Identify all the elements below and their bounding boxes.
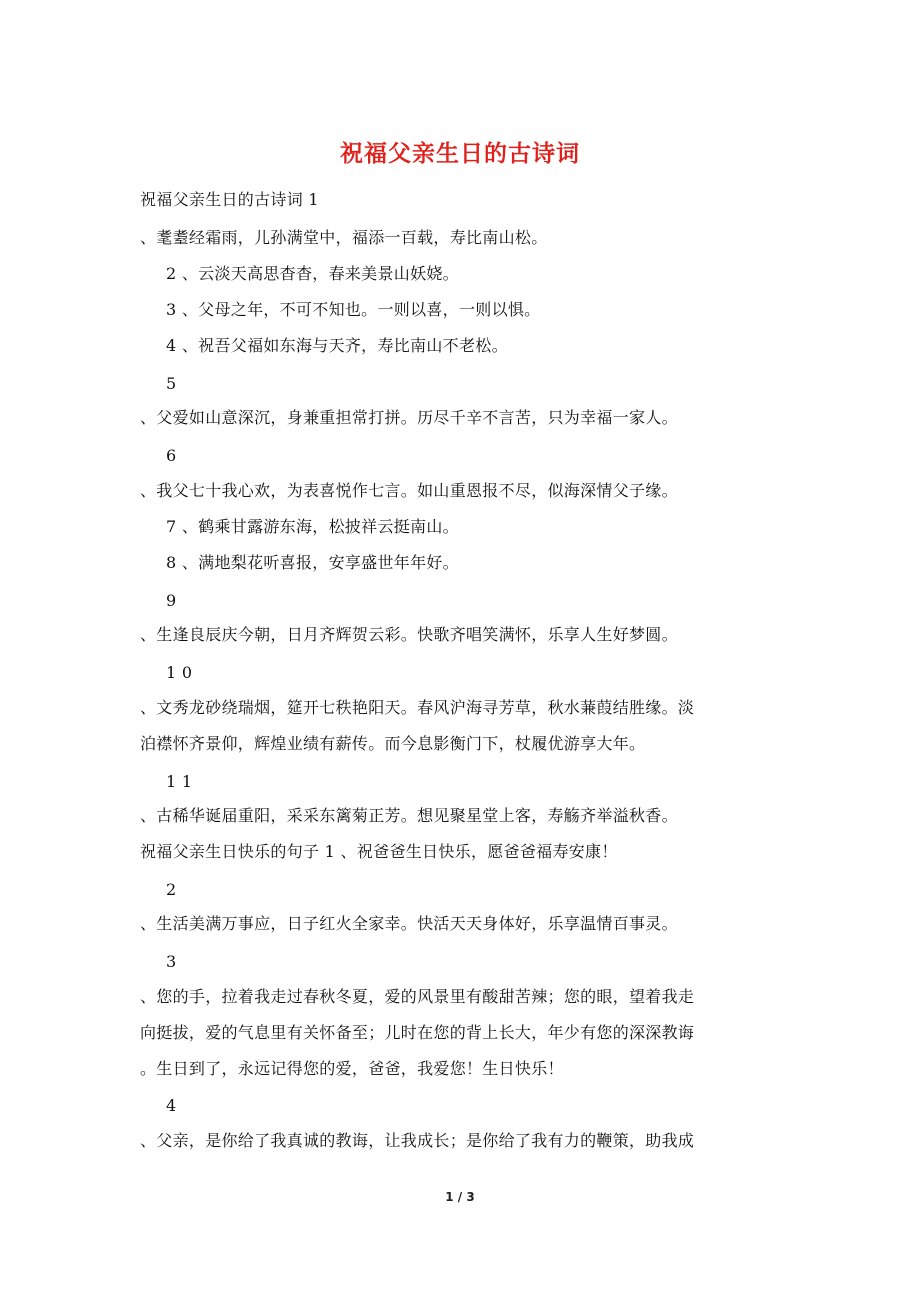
section-heading-line: 祝福父亲生日快乐的句子 1 、祝爸爸生日快乐，愿爸爸福寿安康！ <box>140 842 618 861</box>
item-number: 6 <box>166 446 177 465</box>
document-title: 祝福父亲生日的古诗词 <box>340 140 580 167</box>
text-line: 、生活美满万事应，日子红火全家幸。快活天天身体好，乐享温情百事灵。 <box>140 914 678 933</box>
text-line: 、耄耋经霜雨，儿孙满堂中，福添一百载，寿比南山松。 <box>140 228 548 247</box>
text-line: 泊襟怀齐景仰，辉煌业绩有薪传。而今息影衡门下，杖履优游享大年。 <box>140 734 646 753</box>
text-line: 、我父七十我心欢，为表喜悦作七言。如山重恩报不尽，似海深情父子缘。 <box>140 481 678 500</box>
text-line: 4 、祝吾父福如东海与天齐，寿比南山不老松。 <box>166 336 508 355</box>
text-line: 7 、鹤乘甘露游东海，松披祥云挺南山。 <box>166 517 459 536</box>
item-number: 1 0 <box>166 663 193 682</box>
text-line: 向挺拔，爱的气息里有关怀备至；儿时在您的背上长大，年少有您的深深教诲 <box>140 1023 695 1042</box>
item-number: 5 <box>166 374 177 393</box>
item-number: 3 <box>166 952 177 971</box>
item-number: 2 <box>166 880 177 899</box>
text-line: 、父亲，是你给了我真诚的教诲，让我成长；是你给了我有力的鞭策，助我成 <box>140 1131 695 1150</box>
text-line: 祝福父亲生日的古诗词 1 <box>140 190 319 209</box>
item-number: 4 <box>166 1096 177 1115</box>
text-line: 3 、父母之年，不可不知也。一则以喜，一则以惧。 <box>166 300 541 319</box>
item-number: 1 1 <box>166 772 193 791</box>
item-number: 9 <box>166 591 177 610</box>
text-line: 、您的手，拉着我走过春秋冬夏，爱的风景里有酸甜苦辣；您的眼，望着我走 <box>140 987 695 1006</box>
page-indicator: 1 / 3 <box>445 1190 475 1204</box>
text-line: 、文秀龙砂绕瑞烟，筵开七秩艳阳天。春风沪海寻芳草，秋水蒹葭结胜缘。淡 <box>140 698 695 717</box>
text-line: 、古稀华诞届重阳，采采东篱菊正芳。想见聚星堂上客，寿觞齐举溢秋香。 <box>140 806 678 825</box>
text-line: 、生逢良辰庆今朝，日月齐辉贺云彩。快歌齐唱笑满怀，乐享人生好梦圆。 <box>140 625 678 644</box>
text-line: 、父爱如山意深沉，身兼重担常打拼。历尽千辛不言苦，只为幸福一家人。 <box>140 408 678 427</box>
text-line: 2 、云淡天高思杳杳，春来美景山妖娆。 <box>166 264 459 283</box>
text-line: 8 、满地梨花听喜报，安享盛世年年好。 <box>166 553 459 572</box>
text-line: 。生日到了，永远记得您的爱，爸爸，我爱您！生日快乐！ <box>140 1059 564 1078</box>
